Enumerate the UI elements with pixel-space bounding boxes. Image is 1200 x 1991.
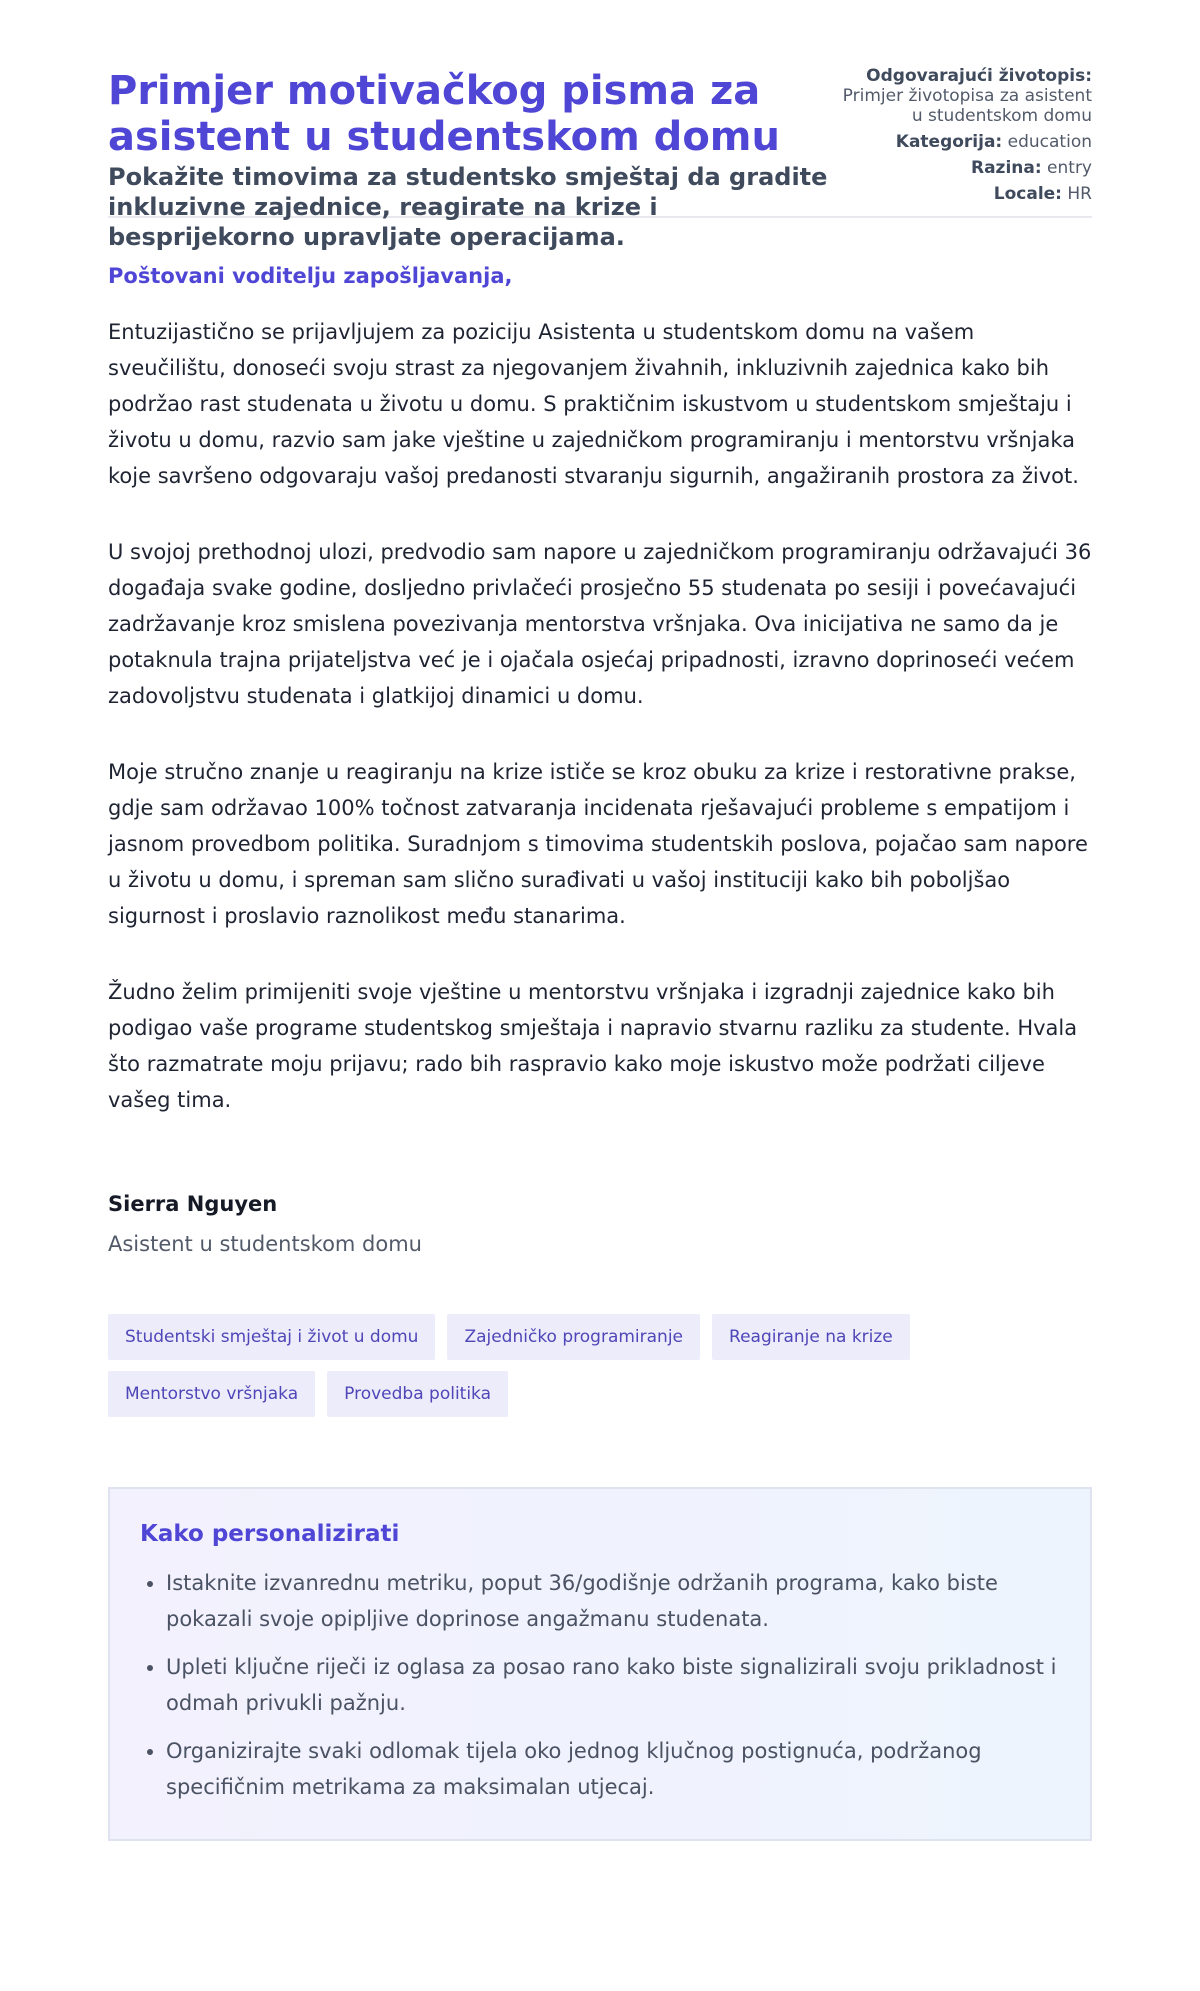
title-block [108,68,828,252]
tips-item: • Organizirajte svaki odlomak tijela oko jednog ključnog postignuća, podržanog specifičnim metrikama za maksimalan utjecaj. [166,1733,1060,1805]
tips-list [140,1565,1060,1805]
skill-tag: Studentski smještaj i život u domu [108,1314,435,1360]
meta-cv-label: Odgovarajući životopis: [866,66,1092,86]
meta-category [832,132,1092,152]
meta-locale [832,184,1092,204]
personalize-tips-box [108,1487,1092,1841]
skill-tags [108,1314,968,1417]
meta-locale-value: HR [1067,184,1092,204]
letter-greeting: Poštovani voditelju zapošljavanja, [108,264,513,288]
meta-cv [832,66,1092,126]
page-title: Primjer motivačkog pisma za asistent u studentskom domu [108,68,780,160]
skill-tag: Mentorstvo vršnjaka [108,1371,315,1417]
tips-title: Kako personalizirati [140,1521,400,1547]
meta-locale-label: Locale: [993,184,1062,204]
meta-level [832,158,1092,178]
page-header [108,0,1092,251]
meta-panel [832,66,1092,210]
skill-tag: Reagiranje na krize [712,1314,910,1360]
skill-tag: Provedba politika [327,1371,508,1417]
letter-paragraph-2: U svojoj prethodnoj ulozi, predvodio sam napore u zajedničkom programiranju održavajući 36 događaja svake godine, dosljedno privlačeći prosječno 55 studenata po sesiji i povećavajući zadržavanje kroz smislena povezivanja mentorstva vršnjaka. Ova inicijativa ne samo da je potaknula trajna prijateljstva već je i ojačala osjećaj pripadnosti, izravno doprinoseći većem zadovoljstvu studenata i glatkijoj dinamici u domu. [108,540,1092,708]
letter-paragraph-4: Žudno želim primijeniti svoje vještine u mentorstvu vršnjaka i izgradnji zajednice kako bih podigao vaše programe studentskog smještaja i napravio stvarnu razliku za studente. Hvala što razmatrate moju prijavu; rado bih raspravio kako moje iskustvo može podržati ciljeve vašeg tima. [108,980,1078,1112]
letter-paragraph-3: Moje stručno znanje u reagiranju na krize ističe se kroz obuku za krize i restorativne prakse, gdje sam održavao 100% točnost zatvaranja incidenata rješavajući probleme s empatijom i jasnom provedbom politika. Suradnjom s timovima studentskih poslova, pojačao sam napore u životu u domu, i spreman sam slično surađivati u vašoj instituciji kako bih poboljšao sigurnost i proslavio raznolikost među stanarima. [108,760,1088,928]
letter-body [108,262,1092,1258]
meta-category-value: education [1007,132,1092,152]
meta-cv-link[interactable]: Primjer životopisa za asistent u studentskom domu [842,86,1092,126]
signature-role: Asistent u studentskom domu [108,1232,422,1256]
letter-paragraph-1: Entuzijastično se prijavljujem za poziciju Asistenta u studentskom domu na vašem sveučilištu, donoseći svoju strast za njegovanjem živahnih, inkluzivnih zajednica kako bih podržao rast studenata u životu u domu. S praktičnim iskustvom u studentskom smještaju i životu u domu, razvio sam jake vještine u zajedničkom programiranju i mentorstvu vršnjaka koje savršeno odgovaraju vašoj predanosti stvaranju sigurnih, angažiranih prostora za život. [108,320,1079,488]
tips-item: • Istaknite izvanrednu metriku, poput 36/godišnje održanih programa, kako biste pokazali svoje opipljive doprinose angažmanu studenata. [166,1565,1060,1637]
page-subtitle: Pokažite timovima za studentsko smještaj da gradite inkluzivne zajednice, reagirate na krize i besprijekorno upravljate operacijama. [108,163,828,251]
meta-level-label: Razina: [970,158,1042,178]
tips-item: • Upleti ključne riječi iz oglasa za posao rano kako biste signalizirali svoju prikladnost i odmah privukli pažnju. [166,1649,1060,1721]
skill-tag: Zajedničko programiranje [447,1314,700,1360]
meta-level-value: entry [1047,158,1092,178]
meta-category-label: Kategorija: [895,132,1003,152]
signature-name: Sierra Nguyen [108,1192,278,1216]
